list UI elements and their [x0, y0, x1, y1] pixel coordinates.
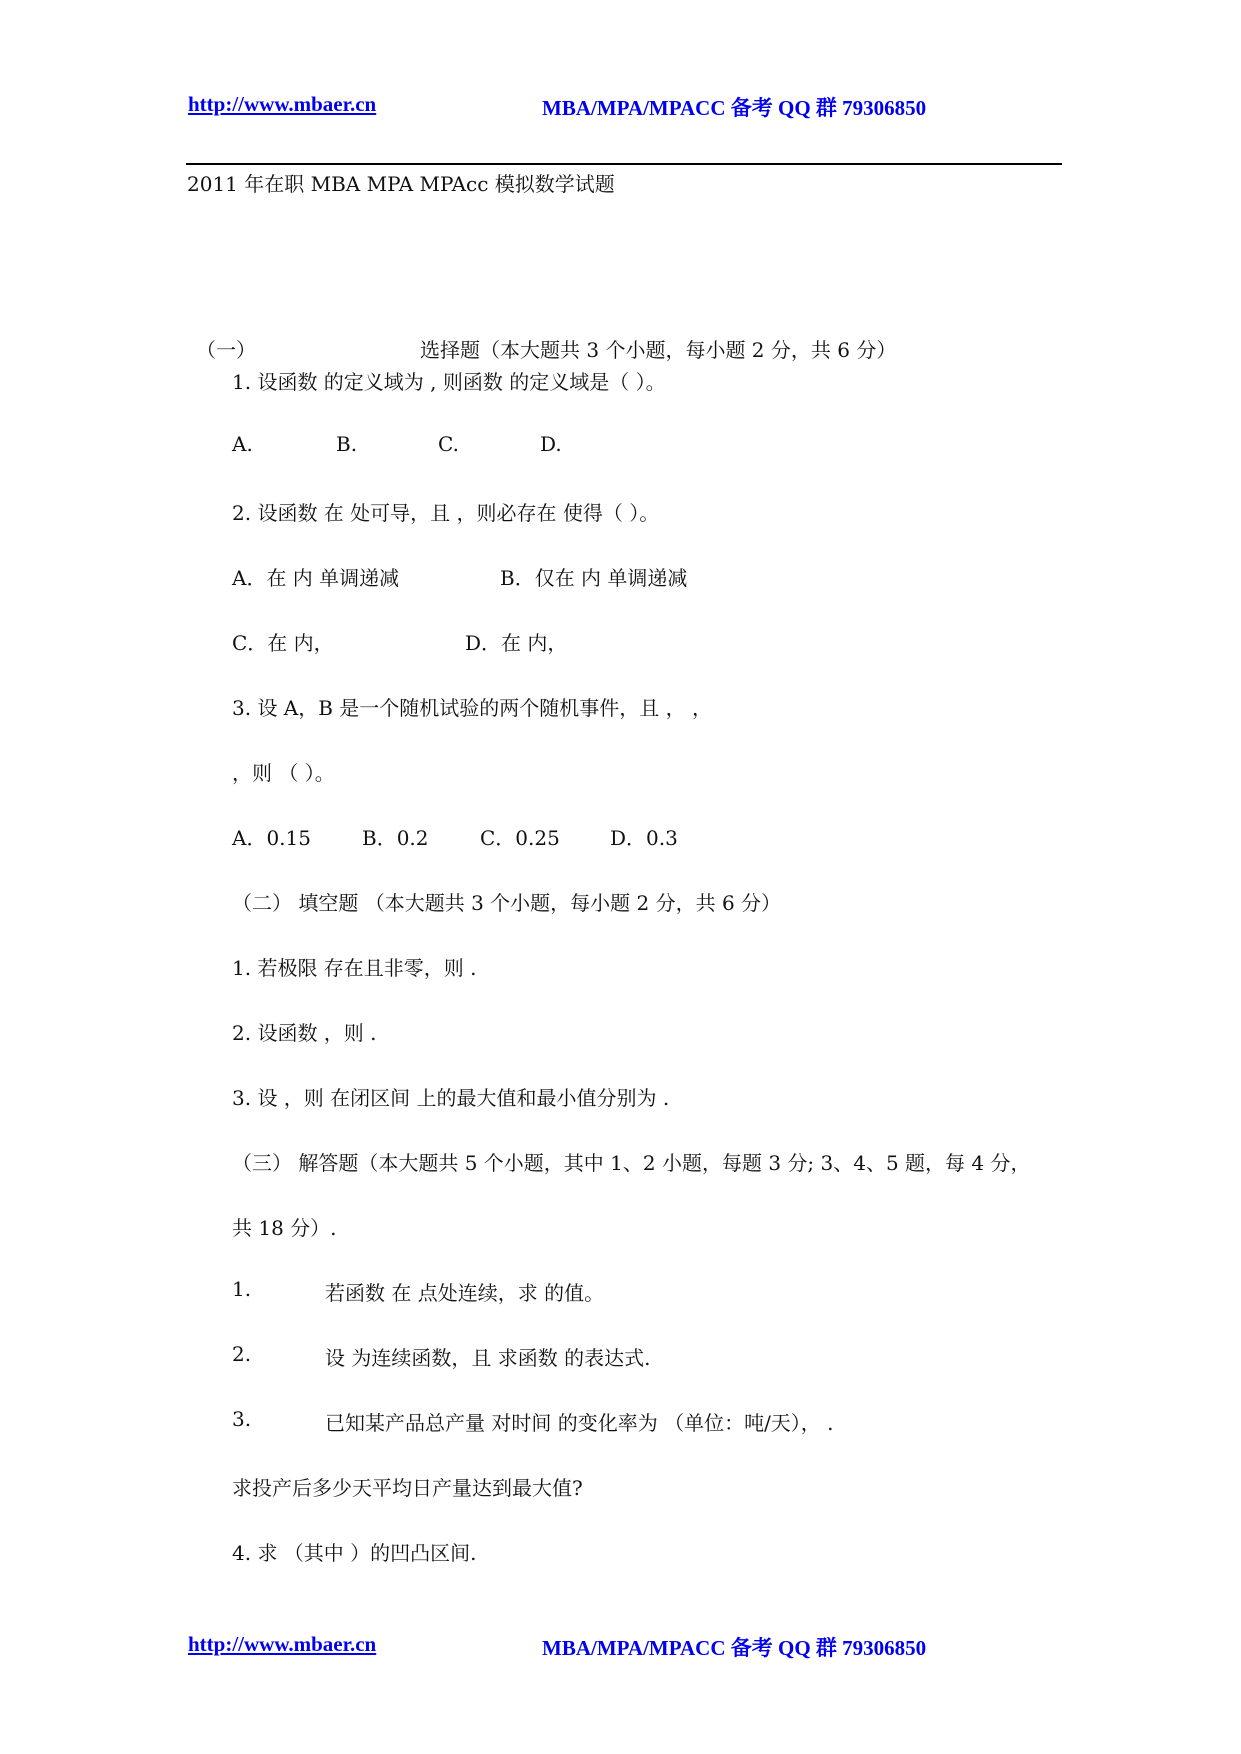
s1-q2-option-a: A．在 内 单调递减 — [232, 566, 400, 590]
s3-q1-number: 1. — [232, 1277, 252, 1301]
section3-heading-cont: 共 18 分）. — [232, 1216, 337, 1240]
header-link[interactable]: http://www.mbaer.cn — [188, 92, 377, 116]
s1-question-2: 2. 设函数 在 处可导，且 ，则必存在 使得（ ）。 — [232, 501, 660, 525]
section2-heading: （二） 填空题 （本大题共 3 个小题，每小题 2 分，共 6 分） — [232, 891, 782, 915]
s1-q3-option-b: B．0.2 — [362, 826, 429, 850]
header-brand: MBA/MPA/MPACC 备考 QQ 群 79306850 — [542, 96, 927, 120]
s1-q1-option-d: D. — [540, 432, 562, 456]
s1-q1-option-a: A. — [232, 432, 253, 456]
section1-heading: 选择题（本大题共 3 个小题，每小题 2 分，共 6 分） — [420, 338, 897, 362]
s1-question-3-cont: ，则 （ ）。 — [232, 761, 335, 785]
footer-brand: MBA/MPA/MPACC 备考 QQ 群 79306850 — [542, 1636, 927, 1660]
s3-q3-number: 3. — [232, 1407, 252, 1431]
s1-q3-option-c: C．0.25 — [480, 826, 560, 850]
document-title: 2011 年在职 MBA MPA MPAcc 模拟数学试题 — [187, 172, 615, 196]
header-rule — [186, 163, 1062, 165]
s3-question-3-cont: 求投产后多少天平均日产量达到最大值? — [232, 1476, 583, 1500]
s1-q2-option-d: D．在 内， — [465, 631, 568, 655]
s3-q2-number: 2. — [232, 1342, 252, 1366]
s1-q1-option-b: B. — [336, 432, 358, 456]
s2-question-1: 1. 若极限 存在且非零，则 . — [232, 956, 477, 980]
s1-q2-option-b: B．仅在 内 单调递减 — [500, 566, 688, 590]
s3-question-3: 已知某产品总产量 对时间 的变化率为 （单位：吨/天）， . — [325, 1411, 834, 1435]
s1-q2-option-c: C．在 内， — [232, 631, 334, 655]
s1-q3-option-a: A．0.15 — [232, 826, 311, 850]
s3-question-2: 设 为连续函数，且 求函数 的表达式. — [325, 1346, 651, 1370]
s3-question-1: 若函数 在 点处连续，求 的值。 — [325, 1281, 605, 1305]
section1-number: （一） — [196, 338, 256, 362]
s3-question-4: 4. 求 （其中 ）的凹凸区间. — [232, 1541, 477, 1565]
s2-question-3: 3. 设 ，则 在闭区间 上的最大值和最小值分别为 . — [232, 1086, 670, 1110]
s1-q1-option-c: C. — [438, 432, 459, 456]
s1-q3-option-d: D．0.3 — [610, 826, 678, 850]
footer-link[interactable]: http://www.mbaer.cn — [188, 1632, 377, 1656]
s1-question-1: 1. 设函数 的定义域为 , 则函数 的定义域是（ ）。 — [232, 370, 666, 394]
s1-question-3: 3. 设 A，B 是一个随机试验的两个随机事件，且 ， ， — [232, 696, 713, 720]
s2-question-2: 2. 设函数 ，则 . — [232, 1021, 377, 1045]
section3-heading: （三） 解答题（本大题共 5 个小题，其中 1、2 小题，每题 3 分; 3、4、5 题，每 4 分， — [232, 1151, 1031, 1175]
